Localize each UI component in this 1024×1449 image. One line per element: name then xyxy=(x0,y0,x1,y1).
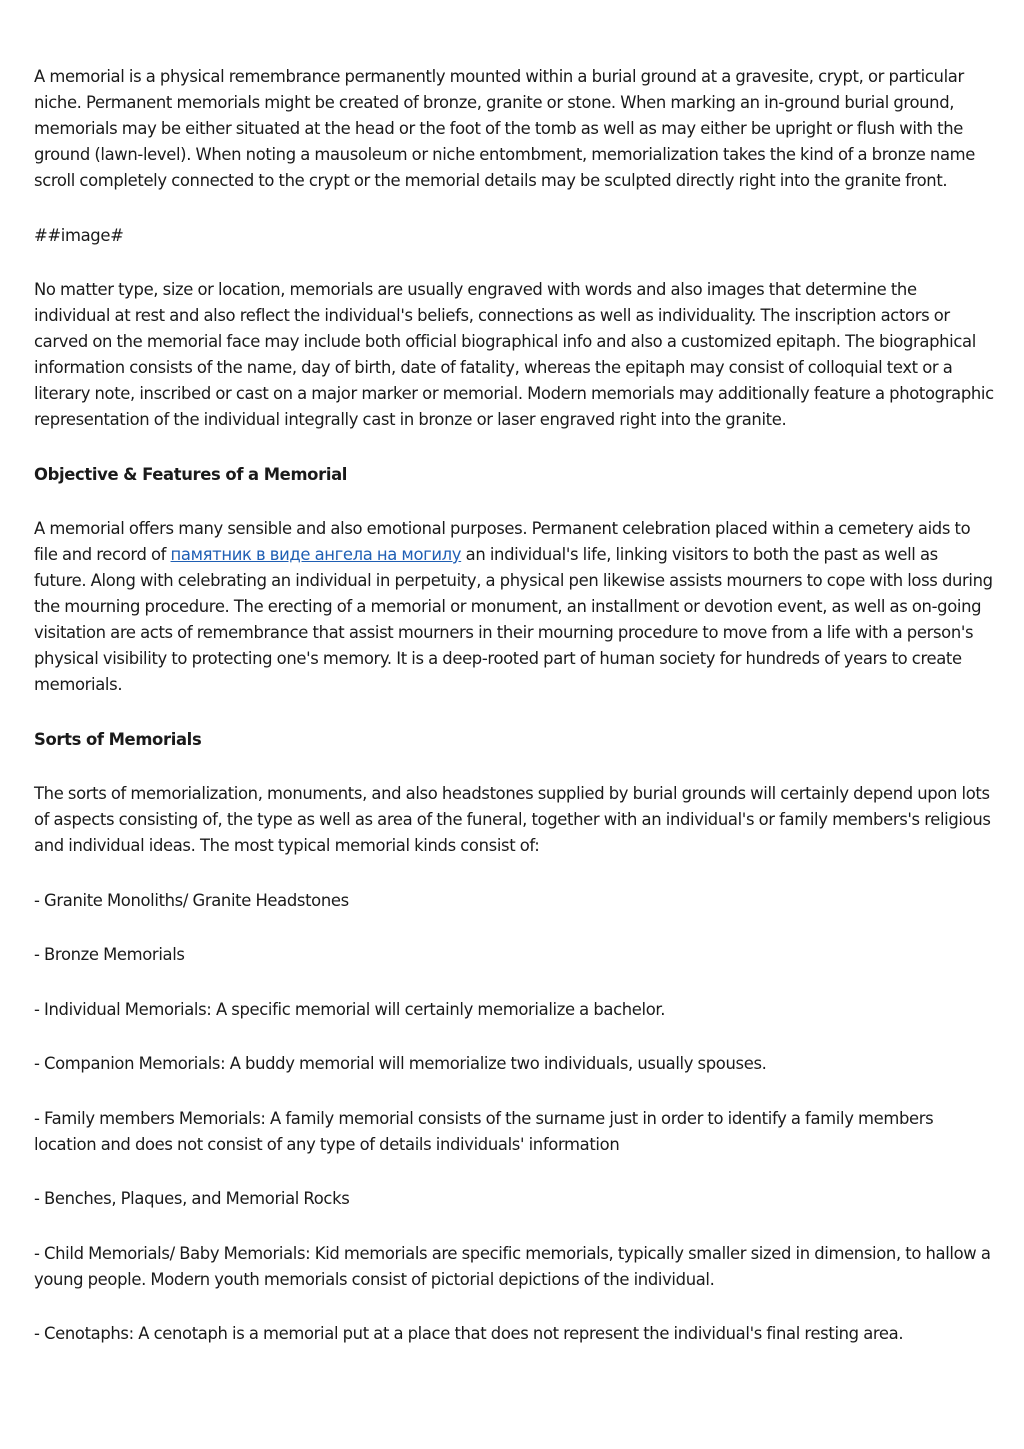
paragraph-purposes-end: an individual's life, linking visitors to both the past as well as future. Along with celebrating an individual in perpetuity, a physical pen likewise assists mourners to cope with loss during the mourning procedure. The erecting of a memorial or monument, an installment or devotion event, as well as on-going visitation are acts of remembrance that assist mourners in their mourning procedure to move from a life with a person's physical visibility to protecting one's memory. It is a deep-rooted part of human society for hundreds of years to create memorials. xyxy=(34,545,993,694)
list-item-family: - Family members Memorials: A family memorial consists of the surname just in order to identify a family members location and does not consist of any type of details individuals' information xyxy=(34,1108,934,1154)
paragraph-intro: A memorial is a physical remembrance permanently mounted within a burial ground at a gravesite, crypt, or particular niche. Permanent memorials might be created of bronze, granite or stone. When marking an in-ground burial ground, memorials may be either situated at the head or the foot of the tomb as well as may either be upright or flush with the ground (lawn-level). When noting a mausoleum or niche entombment, memorialization takes the kind of a bronze name scroll completely connected to the crypt or the memorial details may be sculpted directly right into the granite front. xyxy=(34,67,975,190)
section-heading-sorts: Sorts of Memorials xyxy=(34,729,202,749)
list-item-cenotaphs: - Cenotaphs: A cenotaph is a memorial put at a place that does not represent the individual's final resting area. xyxy=(34,1324,904,1343)
paragraph-inscriptions: No matter type, size or location, memorials are usually engraved with words and also images that determine the individual at rest and also reflect the individual's beliefs, connections as well as individuality. The inscription actors or carved on the memorial face may include both official biographical info and also a customized epitaph. The biographical information consists of the name, day of birth, date of fatality, whereas the epitaph may consist of colloquial text or a literary note, inscribed or cast on a major marker or memorial. Modern memorials may additionally feature a photographic representation of the individual integrally cast in bronze or laser engraved right into the granite. xyxy=(34,280,994,429)
article-link[interactable]: памятник в виде ангела на могилу xyxy=(170,545,462,564)
paragraph-purposes-start: A memorial offers many sensible and also emotional purposes. Permanent celebration placed within a cemetery aids to file and record of xyxy=(34,519,971,564)
paragraph-purposes xyxy=(34,516,994,698)
list-item-benches: - Benches, Plaques, and Memorial Rocks xyxy=(34,1189,350,1208)
list-item-child: - Child Memorials/ Baby Memorials: Kid memorials are specific memorials, typically smaller sized in dimension, to hallow a young people. Modern youth memorials consist of pictorial depictions of the individual. xyxy=(34,1243,991,1289)
paragraph-sorts: The sorts of memorialization, monuments, and also headstones supplied by burial grounds will certainly depend upon lots of aspects consisting of, the type as well as area of the funeral, together with an individual's or family members's religious and individual ideas. The most typical memorial kinds consist of: xyxy=(34,784,991,855)
list-item-companion: - Companion Memorials: A buddy memorial will memorialize two individuals, usually spouses. xyxy=(34,1054,767,1073)
list-item-individual: - Individual Memorials: A specific memorial will certainly memorialize a bachelor. xyxy=(34,999,666,1019)
section-heading-objective: Objective & Features of a Memorial xyxy=(34,464,348,484)
list-item-bronze: - Bronze Memorials xyxy=(34,945,185,964)
image-placeholder-text: ##image# xyxy=(34,225,124,245)
article-body xyxy=(34,64,994,1376)
list-item-granite: - Granite Monoliths/ Granite Headstones xyxy=(34,890,349,910)
